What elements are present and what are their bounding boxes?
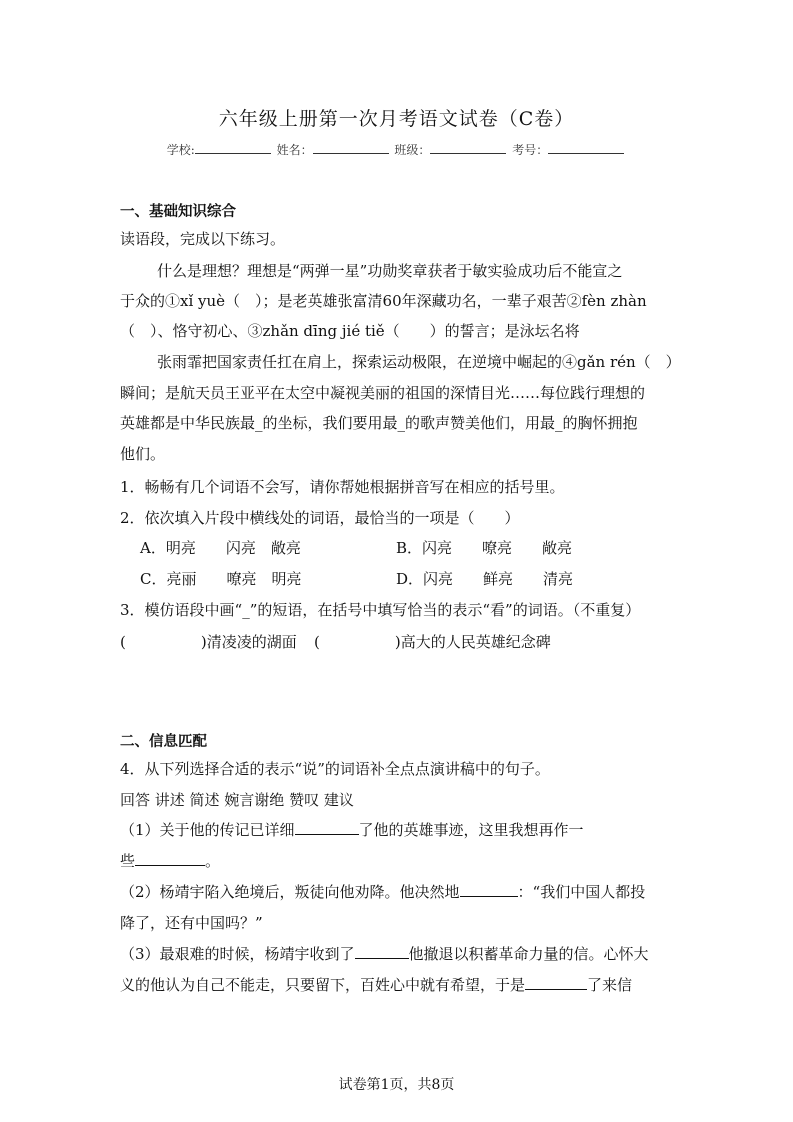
section1-instruction: 读语段，完成以下练习。: [120, 230, 286, 248]
fill-blank[interactable]: [525, 975, 587, 990]
passage-line: （ ）、恪守初心、③zhǎn dīng jié tiě（ ）的誓言；是泳坛名将: [120, 322, 580, 340]
sentence-2-cont: 降了，还有中国吗？”: [120, 914, 263, 932]
passage-line: 瞬间；是航天员王亚平在太空中凝视美丽的祖国的深情目光……每位践行理想的: [120, 384, 646, 402]
name-label: 姓名：: [276, 143, 313, 157]
fill-blank[interactable]: [460, 882, 518, 897]
passage-line: 英雄都是中华民族最_的坐标，我们要用最_的歌声赞美他们，用最_的胸怀拥抱: [120, 414, 638, 432]
option-b[interactable]: B．闪亮 嘹亮 敞亮: [396, 539, 573, 557]
class-blank[interactable]: [430, 142, 506, 154]
sentence-3-cont: 义的他认为自己不能走，只要留下，百姓心中就有希望，于是 了来信: [120, 976, 633, 994]
exam-no-blank[interactable]: [548, 142, 624, 154]
section1-heading: 一、基础知识综合: [120, 204, 236, 220]
name-blank[interactable]: [313, 142, 389, 154]
section2-heading: 二、信息匹配: [120, 734, 207, 750]
student-info-line: [0, 141, 793, 158]
class-label: 班级：: [394, 143, 431, 157]
page-footer: 试卷第1页，共8页: [338, 1077, 455, 1093]
sentence-2: （2）杨靖宇陷入绝境后，叛徒向他劝降。他决然地 ：“我们中国人都投: [120, 883, 646, 901]
fill-blank[interactable]: [355, 944, 409, 959]
sentence-1-cont: 些 。: [120, 852, 221, 870]
question-4: 4．从下列选择合适的表示“说”的词语补全点点演讲稿中的句子。: [120, 760, 550, 778]
option-c[interactable]: C．亮丽 嘹亮 明亮: [140, 570, 302, 588]
fill-blank[interactable]: [135, 851, 205, 866]
q3-item-lake[interactable]: ( )清凌凌的湖面: [120, 633, 297, 651]
passage-line: 什么是理想？理想是“两弹一星”功勋奖章获者于敏实验成功后不能宣之: [157, 262, 623, 280]
option-d[interactable]: D．闪亮 鲜亮 清亮: [396, 570, 574, 588]
sentence-3: （3）最艰难的时候，杨靖宇收到了 他撤退以积蓄革命力量的信。心怀大: [120, 945, 649, 963]
passage-line: 张雨霏把国家责任扛在肩上，探索运动极限，在逆境中崛起的④gǎn rén（ ）: [157, 353, 681, 371]
question-1: 1．畅畅有几个词语不会写，请你帮她根据拼音写在相应的括号里。: [120, 478, 565, 496]
question-3: 3．模仿语段中画“_”的短语，在括号中填写恰当的表示“看”的词语。（不重复）: [120, 601, 641, 619]
q3-item-monument[interactable]: ( )高大的人民英雄纪念碑: [314, 633, 551, 651]
page-title: 六年级上册第一次月考语文试卷（C卷）: [218, 108, 575, 130]
passage-line: 于众的①xǐ yuè（ ）；是老英雄张富清60年深藏功名，一辈子艰苦②fèn zhàn: [120, 292, 647, 310]
word-bank: 回答 讲述 简述 婉言谢绝 赞叹 建议: [120, 791, 354, 809]
fill-blank[interactable]: [295, 820, 359, 835]
exam-no-label: 考号：: [512, 143, 549, 157]
school-label: 学校:: [166, 143, 195, 157]
option-a[interactable]: A．明亮 闪亮 敞亮: [140, 539, 301, 557]
sentence-1: （1）关于他的传记已详细 了他的英雄事迹，这里我想再作一: [120, 821, 584, 839]
question-2: 2．依次填入片段中横线处的词语，最恰当的一项是（ ）: [120, 509, 520, 527]
passage-line: 他们。: [120, 445, 166, 463]
school-blank[interactable]: [195, 142, 271, 154]
